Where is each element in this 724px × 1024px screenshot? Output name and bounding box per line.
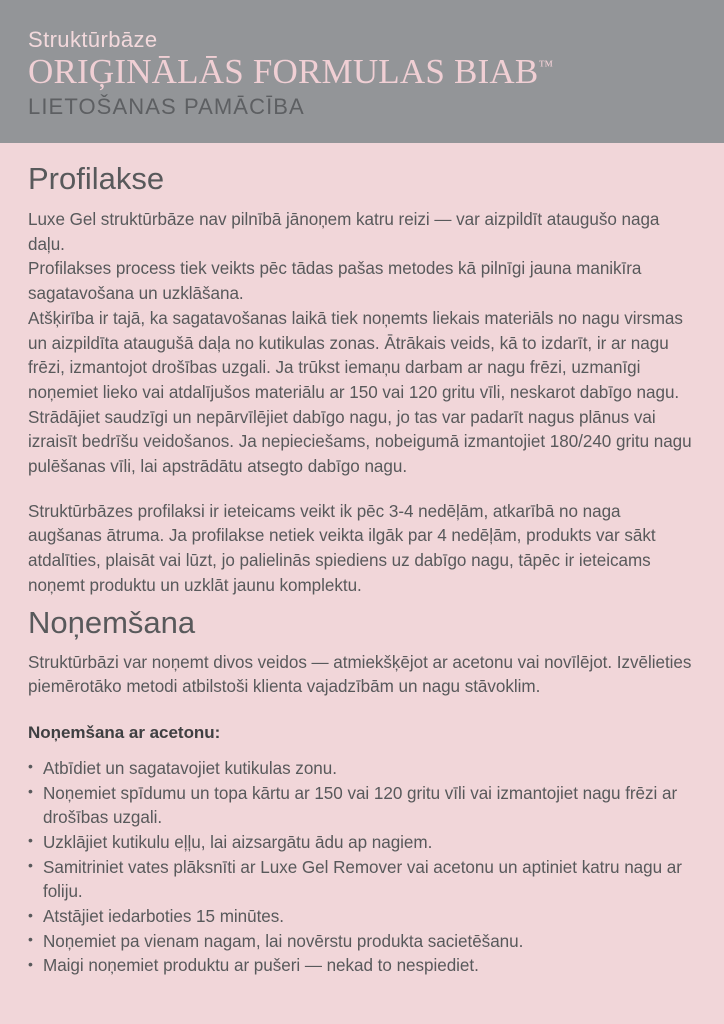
subheading-nonemsana-ar-acetonu: Noņemšana ar acetonu:	[28, 722, 221, 742]
paragraph: Profilakses process tiek veikts pēc tādas pašas metodes kā pilnīgi jauna manikīra sagatavošana un uzklāšana.	[28, 259, 642, 304]
list-item: • Noņemiet pa vienam nagam, lai novērstu produkta sacietēšanu.	[28, 930, 696, 955]
list-item: • Maigi noņemiet produktu ar pušeri — nekad to nespiediet.	[28, 954, 696, 979]
paragraph: Atšķirība ir tajā, ka sagatavošanas laikā tiek noņemts liekais materiāls no nagu virsmas un aizpildīta ataugušā daļa no kutikulas zonas. Ātrākais veids, kā to izdarīt, ir ar nagu frēzi, izmantojot drošības uzgali. Ja trūkst iemaņu darbam ar nagu frēzi, uzmanīgi noņemiet lieko vai atdalījušos materiālu ar 150 vai 120 gritu vīli, neskarot dabīgo nagu. Strādājiet saudzīgi un nepārvīlējiet dabīgo nagu, jo tas var padarīt nagus plānus vai izraisīt bedrīšu veidošanos. Ja nepieciešams, nobeigumā izmantojiet 180/240 gritu nagu pulēšanas vīli, lai apstrādātu atsegto dabīgo nagu.	[28, 308, 692, 476]
list-item: • Atbīdiet un sagatavojiet kutikulas zonu.	[28, 757, 696, 782]
paragraph: Struktūrbāzi var noņemt divos veidos — atmiekšķējot ar acetonu vai novīlējot. Izvēlieties piemērotāko metodi atbilstoši klienta vajadzībām un nagu stāvoklim.	[28, 652, 692, 697]
bullet-list	[28, 757, 696, 979]
trademark-symbol: ™	[538, 58, 554, 75]
section-heading-profilakse: Profilakse	[28, 161, 165, 196]
paragraph: Luxe Gel struktūrbāze nav pilnībā jānoņem katru reizi — var aizpildīt ataugušo naga daļu.	[28, 210, 660, 254]
section-heading-nonemsana: Noņemšana	[28, 605, 196, 641]
list-item: • Noņemiet spīdumu un topa kārtu ar 150 vai 120 gritu vīli vai izmantojiet nagu frēzi ar drošības uzgali.	[28, 782, 696, 831]
header-title	[28, 53, 696, 92]
document-content	[0, 143, 724, 979]
header-title-text: ORIĢINĀLĀS FORMULAS BIAB	[28, 52, 539, 92]
document-header	[0, 0, 724, 143]
list-item: • Uzklājiet kutikulu eļļu, lai aizsargātu ādu ap nagiem.	[28, 831, 696, 856]
list-item: • Samitriniet vates plāksnīti ar Luxe Gel Remover vai acetonu un aptiniet katru nagu ar foliju.	[28, 856, 696, 905]
header-kicker: Struktūrbāze	[28, 27, 158, 52]
paragraph: Struktūrbāzes profilaksi ir ieteicams veikt ik pēc 3-4 nedēļām, atkarībā no naga augšanas ātruma. Ja profilakse netiek veikta ilgāk par 4 nedēļām, produkts var sākt atdalīties, plaisāt vai lūzt, jo palielinās spiediens uz dabīgo nagu, tāpēc ir ieteicams noņemt produktu un uzklāt jaunu komplektu.	[28, 501, 656, 595]
header-subtitle: LIETOŠANAS PAMĀCĪBA	[28, 93, 305, 119]
list-item: • Atstājiet iedarboties 15 minūtes.	[28, 905, 696, 930]
